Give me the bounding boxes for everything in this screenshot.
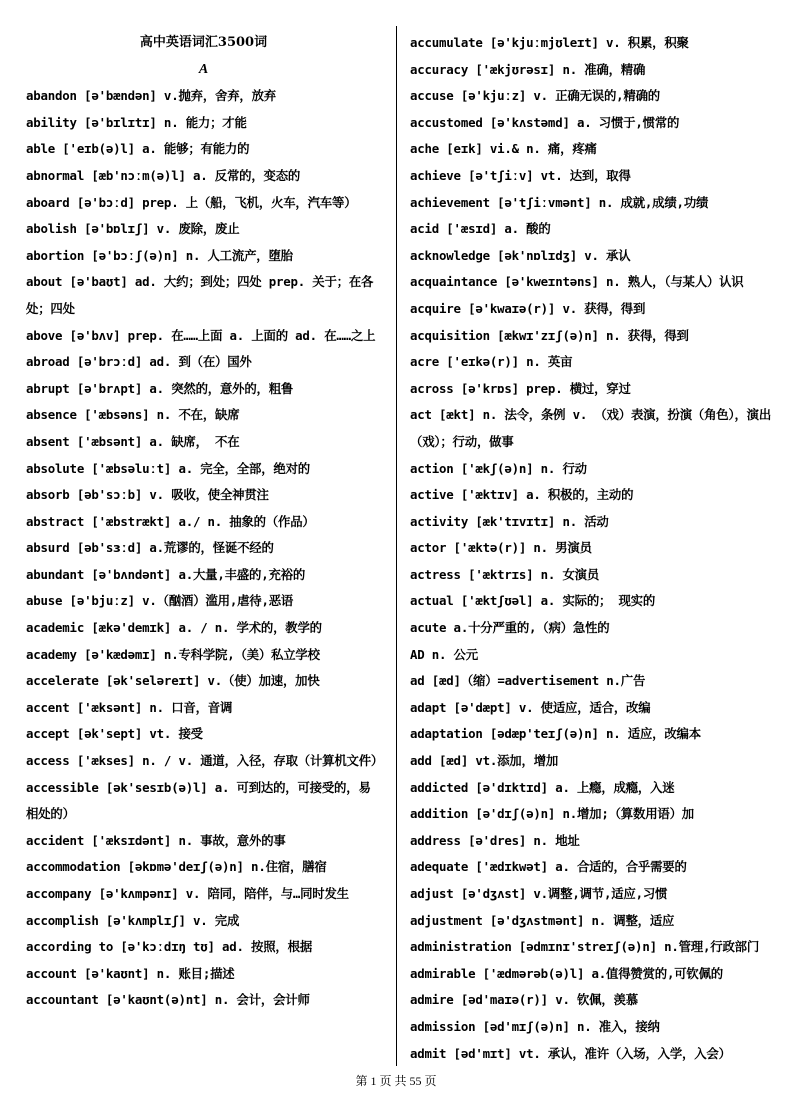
vocab-entry: action ['ækʃ(ə)n] n. 行动 bbox=[410, 460, 587, 476]
right-column bbox=[410, 30, 772, 1067]
vocab-entry: according to [ə'kɔːdɪŋ tʊ] ad. 按照，根据 bbox=[26, 939, 313, 955]
vocab-entry: actress ['æktrɪs] n. 女演员 bbox=[410, 566, 600, 582]
section-letter: A bbox=[198, 61, 209, 77]
vocab-entry: abstract ['æbstrækt] a./ n. 抽象的（作品） bbox=[26, 513, 315, 529]
vocab-entry: achieve [ə'tʃiːv] vt. 达到，取得 bbox=[410, 167, 631, 183]
vocab-entry: able ['eɪb(ə)l] a. 能够；有能力的 bbox=[26, 141, 250, 157]
vocab-entry: active ['æktɪv] a. 积极的，主动的 bbox=[410, 487, 634, 503]
vocab-entry: actual ['æktʃʊəl] a. 实际的； 现实的 bbox=[410, 593, 656, 609]
vocab-entry: accomplish [ə'kʌmplɪʃ] v. 完成 bbox=[26, 912, 240, 928]
right-entry-list bbox=[410, 30, 772, 1067]
left-column bbox=[26, 30, 384, 1014]
vocab-entry: accumulate [ə'kjuːmjʊleɪt] v. 积累，积聚 bbox=[410, 35, 689, 50]
vocab-entry: adaptation [ədæp'teɪʃ(ə)n] n. 适应，改编本 bbox=[410, 726, 701, 742]
vocab-entry: add [æd] vt.添加，增加 bbox=[410, 753, 559, 769]
vocab-entry: absolute ['æbsəluːt] a. 完全，全部，绝对的 bbox=[26, 460, 310, 476]
vocab-entry: acre ['eɪkə(r)] n. 英亩 bbox=[410, 354, 573, 370]
vocab-entry: adjustment [ə'dʒʌstmənt] n. 调整，适应 bbox=[410, 912, 675, 928]
vocab-entry: act [ækt] n. 法令，条例 v. （戏）表演，扮演（角色），演出（戏）；行动，做事 bbox=[410, 407, 772, 449]
vocab-entry: acid ['æsɪd] a. 酸的 bbox=[410, 221, 551, 237]
vocab-entry: accompany [ə'kʌmpənɪ] v. 陪同，陪伴，与…同时发生 bbox=[26, 886, 349, 901]
vocab-entry: absurd [əb'sɜːd] a.荒谬的，怪诞不经的 bbox=[26, 540, 274, 556]
vocab-entry: administration [ədmɪnɪ'streɪʃ(ə)n] n.管理,行政部门 bbox=[410, 939, 760, 955]
vocab-entry: acquisition [ækwɪ'zɪʃ(ə)n] n. 获得，得到 bbox=[410, 327, 689, 343]
vocab-entry: accustomed [ə'kʌstəmd] a. 习惯于,惯常的 bbox=[410, 114, 680, 130]
vocab-entry: account [ə'kaʊnt] n. 账目;描述 bbox=[26, 965, 235, 981]
vocab-entry: abundant [ə'bʌndənt] a.大量,丰盛的,充裕的 bbox=[26, 566, 306, 582]
vocab-entry: addition [ə'dɪʃ(ə)n] n.增加;（算数用语）加 bbox=[410, 806, 694, 822]
vocab-entry: accuracy ['ækjʊrəsɪ] n. 准确，精确 bbox=[410, 61, 646, 77]
vocab-entry: adapt [ə'dæpt] v. 使适应，适合，改编 bbox=[410, 699, 651, 715]
vocab-entry: academy [ə'kædəmɪ] n.专科学院,（美）私立学校 bbox=[26, 646, 320, 662]
vocab-entry: abroad [ə'brɔːd] ad. 到（在）国外 bbox=[26, 354, 252, 370]
vocab-entry: across [ə'krɒs] prep. 横过，穿过 bbox=[410, 380, 631, 396]
vocab-entry: adjust [ə'dʒʌst] v.调整,调节,适应,习惯 bbox=[410, 886, 668, 901]
vocab-entry: ache [eɪk] vi.& n. 痛，疼痛 bbox=[410, 141, 597, 157]
vocab-entry: abrupt [ə'brʌpt] a. 突然的，意外的，粗鲁 bbox=[26, 380, 294, 396]
vocab-entry: acquire [ə'kwaɪə(r)] v. 获得，得到 bbox=[410, 300, 646, 316]
page-footer: 第 1 页 共 55 页 bbox=[355, 1074, 437, 1088]
vocab-entry: acquaintance [ə'kweɪntəns] n. 熟人，（与某人）认识 bbox=[410, 274, 744, 290]
vocab-entry: abandon [ə'bændən] v.抛弃，舍弃，放弃 bbox=[26, 88, 276, 104]
vocab-entry: absence ['æbsəns] n. 不在，缺席 bbox=[26, 407, 240, 423]
vocab-entry: accessible [ək'sesɪb(ə)l] a. 可到达的，可接受的，易相处的） bbox=[26, 779, 371, 822]
vocab-entry: accuse [ə'kjuːz] v. 正确无误的,精确的 bbox=[410, 88, 660, 104]
vocab-entry: about [ə'baʊt] ad. 大约；到处；四处 prep. 关于；在各处；四处 bbox=[26, 274, 374, 316]
vocab-entry: acute a.十分严重的,（病）急性的 bbox=[410, 620, 610, 636]
vocab-entry: abortion [ə'bɔːʃ(ə)n] n. 人工流产，堕胎 bbox=[26, 247, 293, 263]
document-title: 高中英语词汇3500词 bbox=[139, 35, 268, 50]
vocab-entry: abnormal [æb'nɔːm(ə)l] a. 反常的，变态的 bbox=[26, 167, 301, 183]
vocab-entry: absent ['æbsənt] a. 缺席， 不在 bbox=[26, 433, 240, 449]
vocab-entry: AD n. 公元 bbox=[410, 646, 478, 662]
vocab-entry: acknowledge [ək'nɒlɪdʒ] v. 承认 bbox=[410, 247, 631, 263]
vocab-entry: ability [ə'bɪlɪtɪ] n. 能力；才能 bbox=[26, 114, 247, 130]
vocab-entry: abolish [ə'bɒlɪʃ] v. 废除，废止 bbox=[26, 221, 240, 237]
vocab-entry: addicted [ə'dɪktɪd] a. 上瘾，成瘾，入迷 bbox=[410, 779, 675, 795]
vocab-entry: abuse [ə'bjuːz] v.（酗酒）滥用,虐待,恶语 bbox=[26, 593, 294, 609]
vocab-entry: adequate ['ædɪkwət] a. 合适的，合乎需要的 bbox=[410, 859, 687, 875]
vocab-entry: admire [əd'maɪə(r)] v. 钦佩，羡慕 bbox=[410, 992, 638, 1008]
vocab-entry: accommodation [əkɒmə'deɪʃ(ə)n] n.住宿，膳宿 bbox=[26, 859, 327, 875]
vocab-entry: achievement [ə'tʃiːvmənt] n. 成就,成绩,功绩 bbox=[410, 194, 709, 210]
vocab-entry: academic [ækə'demɪk] a. / n. 学术的，教学的 bbox=[26, 620, 322, 636]
vocab-entry: above [ə'bʌv] prep. 在……上面 a. 上面的 ad. 在……之上 bbox=[26, 327, 376, 343]
vocab-entry: accelerate [ək'seləreɪt] v.（使）加速，加快 bbox=[26, 673, 320, 689]
vocab-entry: admission [əd'mɪʃ(ə)n] n. 准入，接纳 bbox=[410, 1018, 660, 1034]
vocab-entry: ad [æd]（缩）=advertisement n.广告 bbox=[410, 673, 646, 689]
vocab-entry: actor ['æktə(r)] n. 男演员 bbox=[410, 540, 592, 556]
vocab-entry: accent ['æksənt] n. 口音，音调 bbox=[26, 699, 233, 715]
vocab-entry: activity [æk'tɪvɪtɪ] n. 活动 bbox=[410, 513, 609, 529]
column-divider bbox=[396, 26, 397, 1066]
left-entry-list bbox=[26, 83, 384, 1014]
vocab-entry: admit [əd'mɪt] vt. 承认，准许（入场，入学，入会） bbox=[410, 1045, 731, 1061]
vocab-entry: absorb [əb'sɔːb] v. 吸收，使全神贯注 bbox=[26, 487, 269, 503]
vocab-entry: aboard [ə'bɔːd] prep. 上（船，飞机，火车，汽车等） bbox=[26, 194, 357, 210]
vocab-entry: accountant [ə'kaʊnt(ə)nt] n. 会计，会计师 bbox=[26, 992, 310, 1008]
vocab-entry: admirable ['ædmərəb(ə)l] a.值得赞赏的,可钦佩的 bbox=[410, 965, 723, 981]
vocab-entry: accept [ək'sept] vt. 接受 bbox=[26, 726, 203, 742]
vocab-entry: access ['ækses] n. / v. 通道，入径，存取（计算机文件） bbox=[26, 753, 384, 769]
vocab-entry: address [ə'dres] n. 地址 bbox=[410, 832, 580, 848]
vocab-entry: accident ['æksɪdənt] n. 事故，意外的事 bbox=[26, 832, 286, 848]
